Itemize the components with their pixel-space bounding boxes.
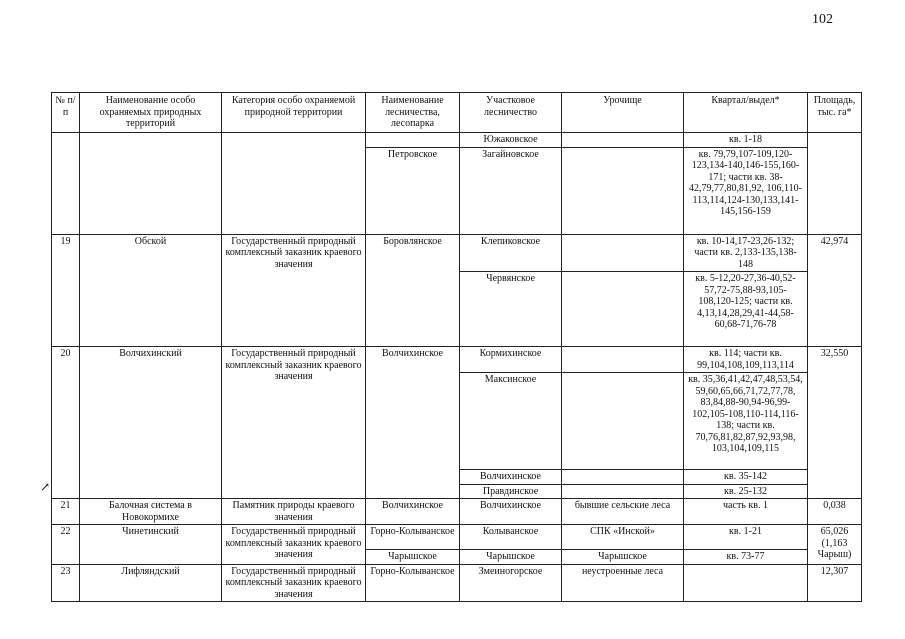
cell-tract: неустроенные леса <box>562 564 684 602</box>
cell-tract <box>562 147 684 234</box>
cell-num: 20 <box>52 347 80 499</box>
table-row <box>52 525 862 550</box>
margin-mark: ↗ <box>40 480 51 494</box>
cell-district: Волчихинское <box>460 499 562 525</box>
cell-district: Волчихинское <box>460 470 562 485</box>
cell-name: Балочная система в Новокормихе <box>80 499 222 525</box>
cell-quarter: кв. 1-21 <box>684 525 808 550</box>
cell-quarter: кв. 25-132 <box>684 484 808 499</box>
cell-tract <box>562 234 684 272</box>
cell-tract: СПК «Инской» <box>562 525 684 550</box>
header-district: Участковое лесничество <box>460 93 562 133</box>
cell-district: Кормихинское <box>460 347 562 373</box>
cell-num: 21 <box>52 499 80 525</box>
cell-tract <box>562 133 684 148</box>
cell-quarter: кв. 73-77 <box>684 550 808 565</box>
cell-forestry: Горно-Колыванское <box>366 564 460 602</box>
cell-category: Государственный природный комплексный заказник краевого значения <box>222 564 366 602</box>
cell-num <box>52 133 80 235</box>
cell-tract <box>562 272 684 347</box>
cell-num: 19 <box>52 234 80 347</box>
header-category: Категория особо охраняемой природной территории <box>222 93 366 133</box>
page-number: 102 <box>812 12 833 27</box>
cell-forestry: Волчихинское <box>366 499 460 525</box>
cell-forestry: Горно-Колыванское <box>366 525 460 550</box>
cell-district: Южаковское <box>460 133 562 148</box>
cell-quarter: кв. 5-12,20-27,36-40,52-57,72-75,88-93,105-108,120-125; части кв. 4,13,14,28,29,41-44,58-60,68-71,76-78 <box>684 272 808 347</box>
cell-name: Лифляндский <box>80 564 222 602</box>
table-row <box>52 133 862 148</box>
cell-name <box>80 133 222 235</box>
cell-quarter: кв. 35,36,41,42,47,48,53,54, 59,60,65,66,71,72,77,78, 83,84,88-90,94-96,99-102,105-108,110-114,116-138; части кв. 70,76,81,82,87,92,93,98, 103,104,109,115 <box>684 373 808 470</box>
cell-category: Государственный природный комплексный заказник краевого значения <box>222 525 366 565</box>
cell-district: Максинское <box>460 373 562 470</box>
cell-forestry: Петровское <box>366 147 460 234</box>
cell-area: 65,026 (1,163 Чарыш) <box>808 525 862 565</box>
cell-quarter: кв. 35-142 <box>684 470 808 485</box>
cell-tract: бывшие сельские леса <box>562 499 684 525</box>
cell-category: Государственный природный комплексный заказник краевого значения <box>222 234 366 347</box>
cell-area <box>808 133 862 235</box>
cell-district: Загайновское <box>460 147 562 234</box>
cell-quarter: кв. 79,79,107-109,120-123,134-140,146-155,160-171; части кв. 38-42,79,77,80,81,92, 106,110-113,114,124-130,133,141-145,156-159 <box>684 147 808 234</box>
protected-areas-table <box>51 92 862 602</box>
cell-category: Памятник природы краевого значения <box>222 499 366 525</box>
header-tract: Урочище <box>562 93 684 133</box>
header-forestry: Наименование лесничества, лесопарка <box>366 93 460 133</box>
header-name: Наименование особо охраняемых природных территорий <box>80 93 222 133</box>
cell-district: Змеиногорское <box>460 564 562 602</box>
cell-area: 0,038 <box>808 499 862 525</box>
table-row <box>52 347 862 373</box>
cell-area: 12,307 <box>808 564 862 602</box>
table-row <box>52 234 862 272</box>
cell-name: Чинетинский <box>80 525 222 565</box>
cell-quarter: часть кв. 1 <box>684 499 808 525</box>
cell-tract <box>562 470 684 485</box>
cell-district: Колыванское <box>460 525 562 550</box>
cell-area: 32,550 <box>808 347 862 499</box>
cell-name: Обской <box>80 234 222 347</box>
cell-district: Чарышское <box>460 550 562 565</box>
header-area: Площадь, тыс. га* <box>808 93 862 133</box>
cell-district: Правдинское <box>460 484 562 499</box>
cell-district: Клепиковское <box>460 234 562 272</box>
cell-forestry: Чарышское <box>366 550 460 565</box>
cell-tract <box>562 347 684 373</box>
cell-district: Червянское <box>460 272 562 347</box>
cell-name: Волчихинский <box>80 347 222 499</box>
cell-num: 22 <box>52 525 80 565</box>
cell-quarter <box>684 564 808 602</box>
cell-forestry: Боровлянское <box>366 234 460 347</box>
table-row <box>52 499 862 525</box>
cell-area: 42,974 <box>808 234 862 347</box>
cell-tract <box>562 373 684 470</box>
cell-num: 23 <box>52 564 80 602</box>
cell-forestry: Волчихинское <box>366 347 460 499</box>
header-quarter: Квартал/выдел* <box>684 93 808 133</box>
cell-category: Государственный природный комплексный заказник краевого значения <box>222 347 366 499</box>
cell-tract <box>562 484 684 499</box>
cell-quarter: кв. 114; части кв. 99,104,108,109,113,114 <box>684 347 808 373</box>
cell-forestry <box>366 133 460 148</box>
table-row <box>52 564 862 602</box>
cell-quarter: кв. 10-14,17-23,26-132; части кв. 2,133-135,138-148 <box>684 234 808 272</box>
cell-quarter: кв. 1-18 <box>684 133 808 148</box>
table-header-row <box>52 93 862 133</box>
header-num: № п/п <box>52 93 80 133</box>
cell-category <box>222 133 366 235</box>
cell-tract: Чарышское <box>562 550 684 565</box>
